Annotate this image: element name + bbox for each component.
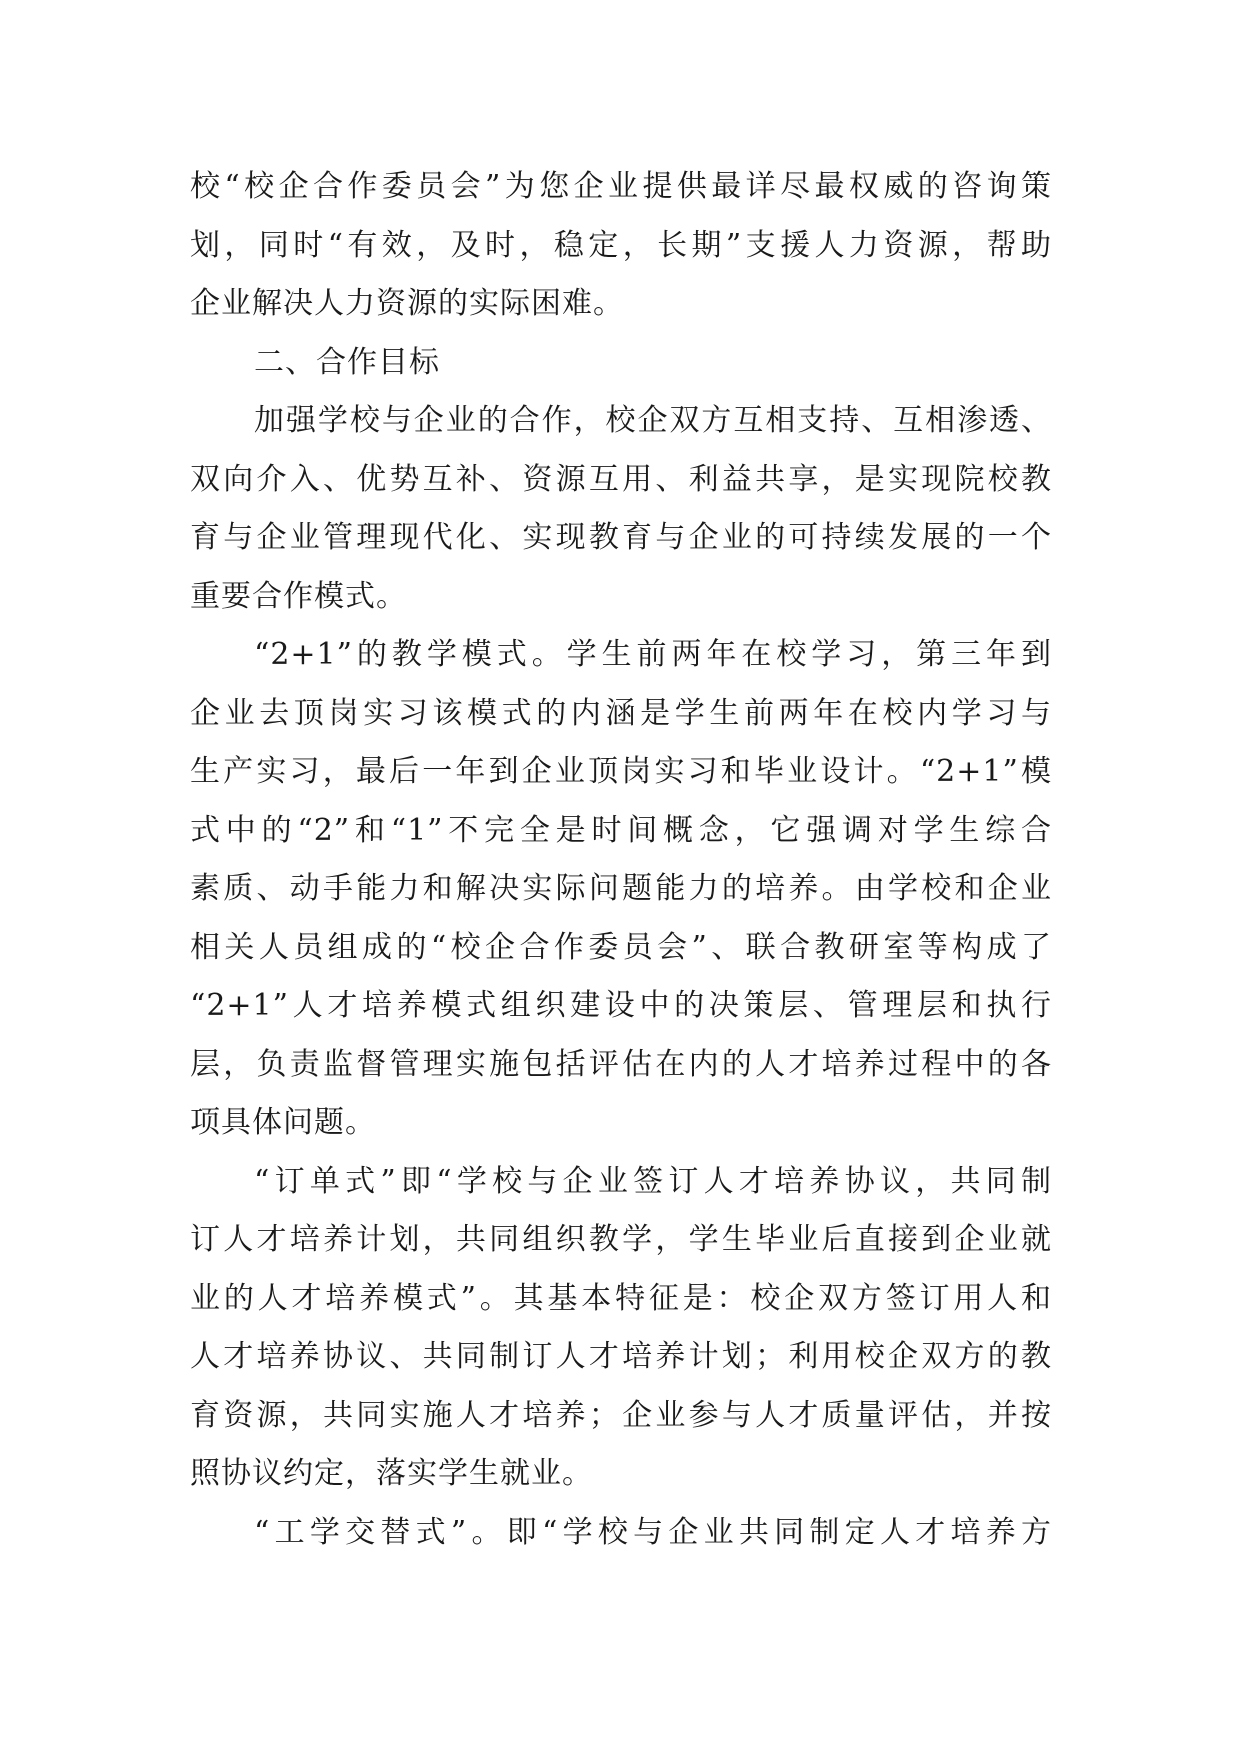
text-line: “2+1”人才培养模式组织建设中的决策层、管理层和执行	[190, 988, 1052, 1023]
text-line: 式中的“2”和“1”不完全是时间概念，它强调对学生综合	[190, 812, 1052, 848]
text-line: 素质、动手能力和解决实际问题能力的培养。由学校和企业	[190, 871, 1052, 906]
text-line: “2+1”的教学模式。学生前两年在校学习，第三年到	[254, 637, 1052, 672]
text-line: 人才培养协议、共同制订人才培养计划；利用校企双方的教	[190, 1339, 1052, 1374]
body-text	[190, 158, 1052, 1562]
text-line: 校“校企合作委员会”为您企业提供最详尽最权威的咨询策	[190, 169, 1052, 204]
text-line: 层，负责监督管理实施包括评估在内的人才培养过程中的各	[190, 1046, 1052, 1082]
text-line: 划，同时“有效，及时，稳定，长期”支援人力资源，帮助	[190, 227, 1052, 263]
text-line: 双向介入、优势互补、资源互用、利益共享，是实现院校教	[190, 461, 1052, 497]
text-line: 订人才培养计划，共同组织教学，学生毕业后直接到企业就	[190, 1222, 1052, 1257]
text-line: 照协议约定，落实学生就业。	[190, 1456, 593, 1491]
text-line: 相关人员组成的“校企合作委员会”、联合教研室等构成了	[190, 929, 1052, 965]
section-heading: 二、合作目标	[254, 344, 440, 380]
text-line: 企业去顶岗实习该模式的内涵是学生前两年在校内学习与	[190, 695, 1052, 731]
text-line: “工学交替式”。即“学校与企业共同制定人才培养方	[254, 1514, 1052, 1550]
text-line: 生产实习，最后一年到企业顶岗实习和毕业设计。“2+1”模	[190, 754, 1052, 789]
text-line: 业的人才培养模式”。其基本特征是：校企双方签订用人和	[190, 1280, 1052, 1316]
text-line: “订单式”即“学校与企业签订人才培养协议，共同制	[254, 1163, 1052, 1199]
text-line: 重要合作模式。	[190, 578, 407, 614]
text-line: 企业解决人力资源的实际困难。	[190, 286, 624, 321]
text-line: 项具体问题。	[190, 1105, 376, 1140]
text-line: 加强学校与企业的合作，校企双方互相支持、互相渗透、	[254, 403, 1052, 438]
text-line: 育资源，共同实施人才培养；企业参与人才质量评估，并按	[190, 1397, 1052, 1433]
text-line: 育与企业管理现代化、实现教育与企业的可持续发展的一个	[190, 520, 1052, 555]
